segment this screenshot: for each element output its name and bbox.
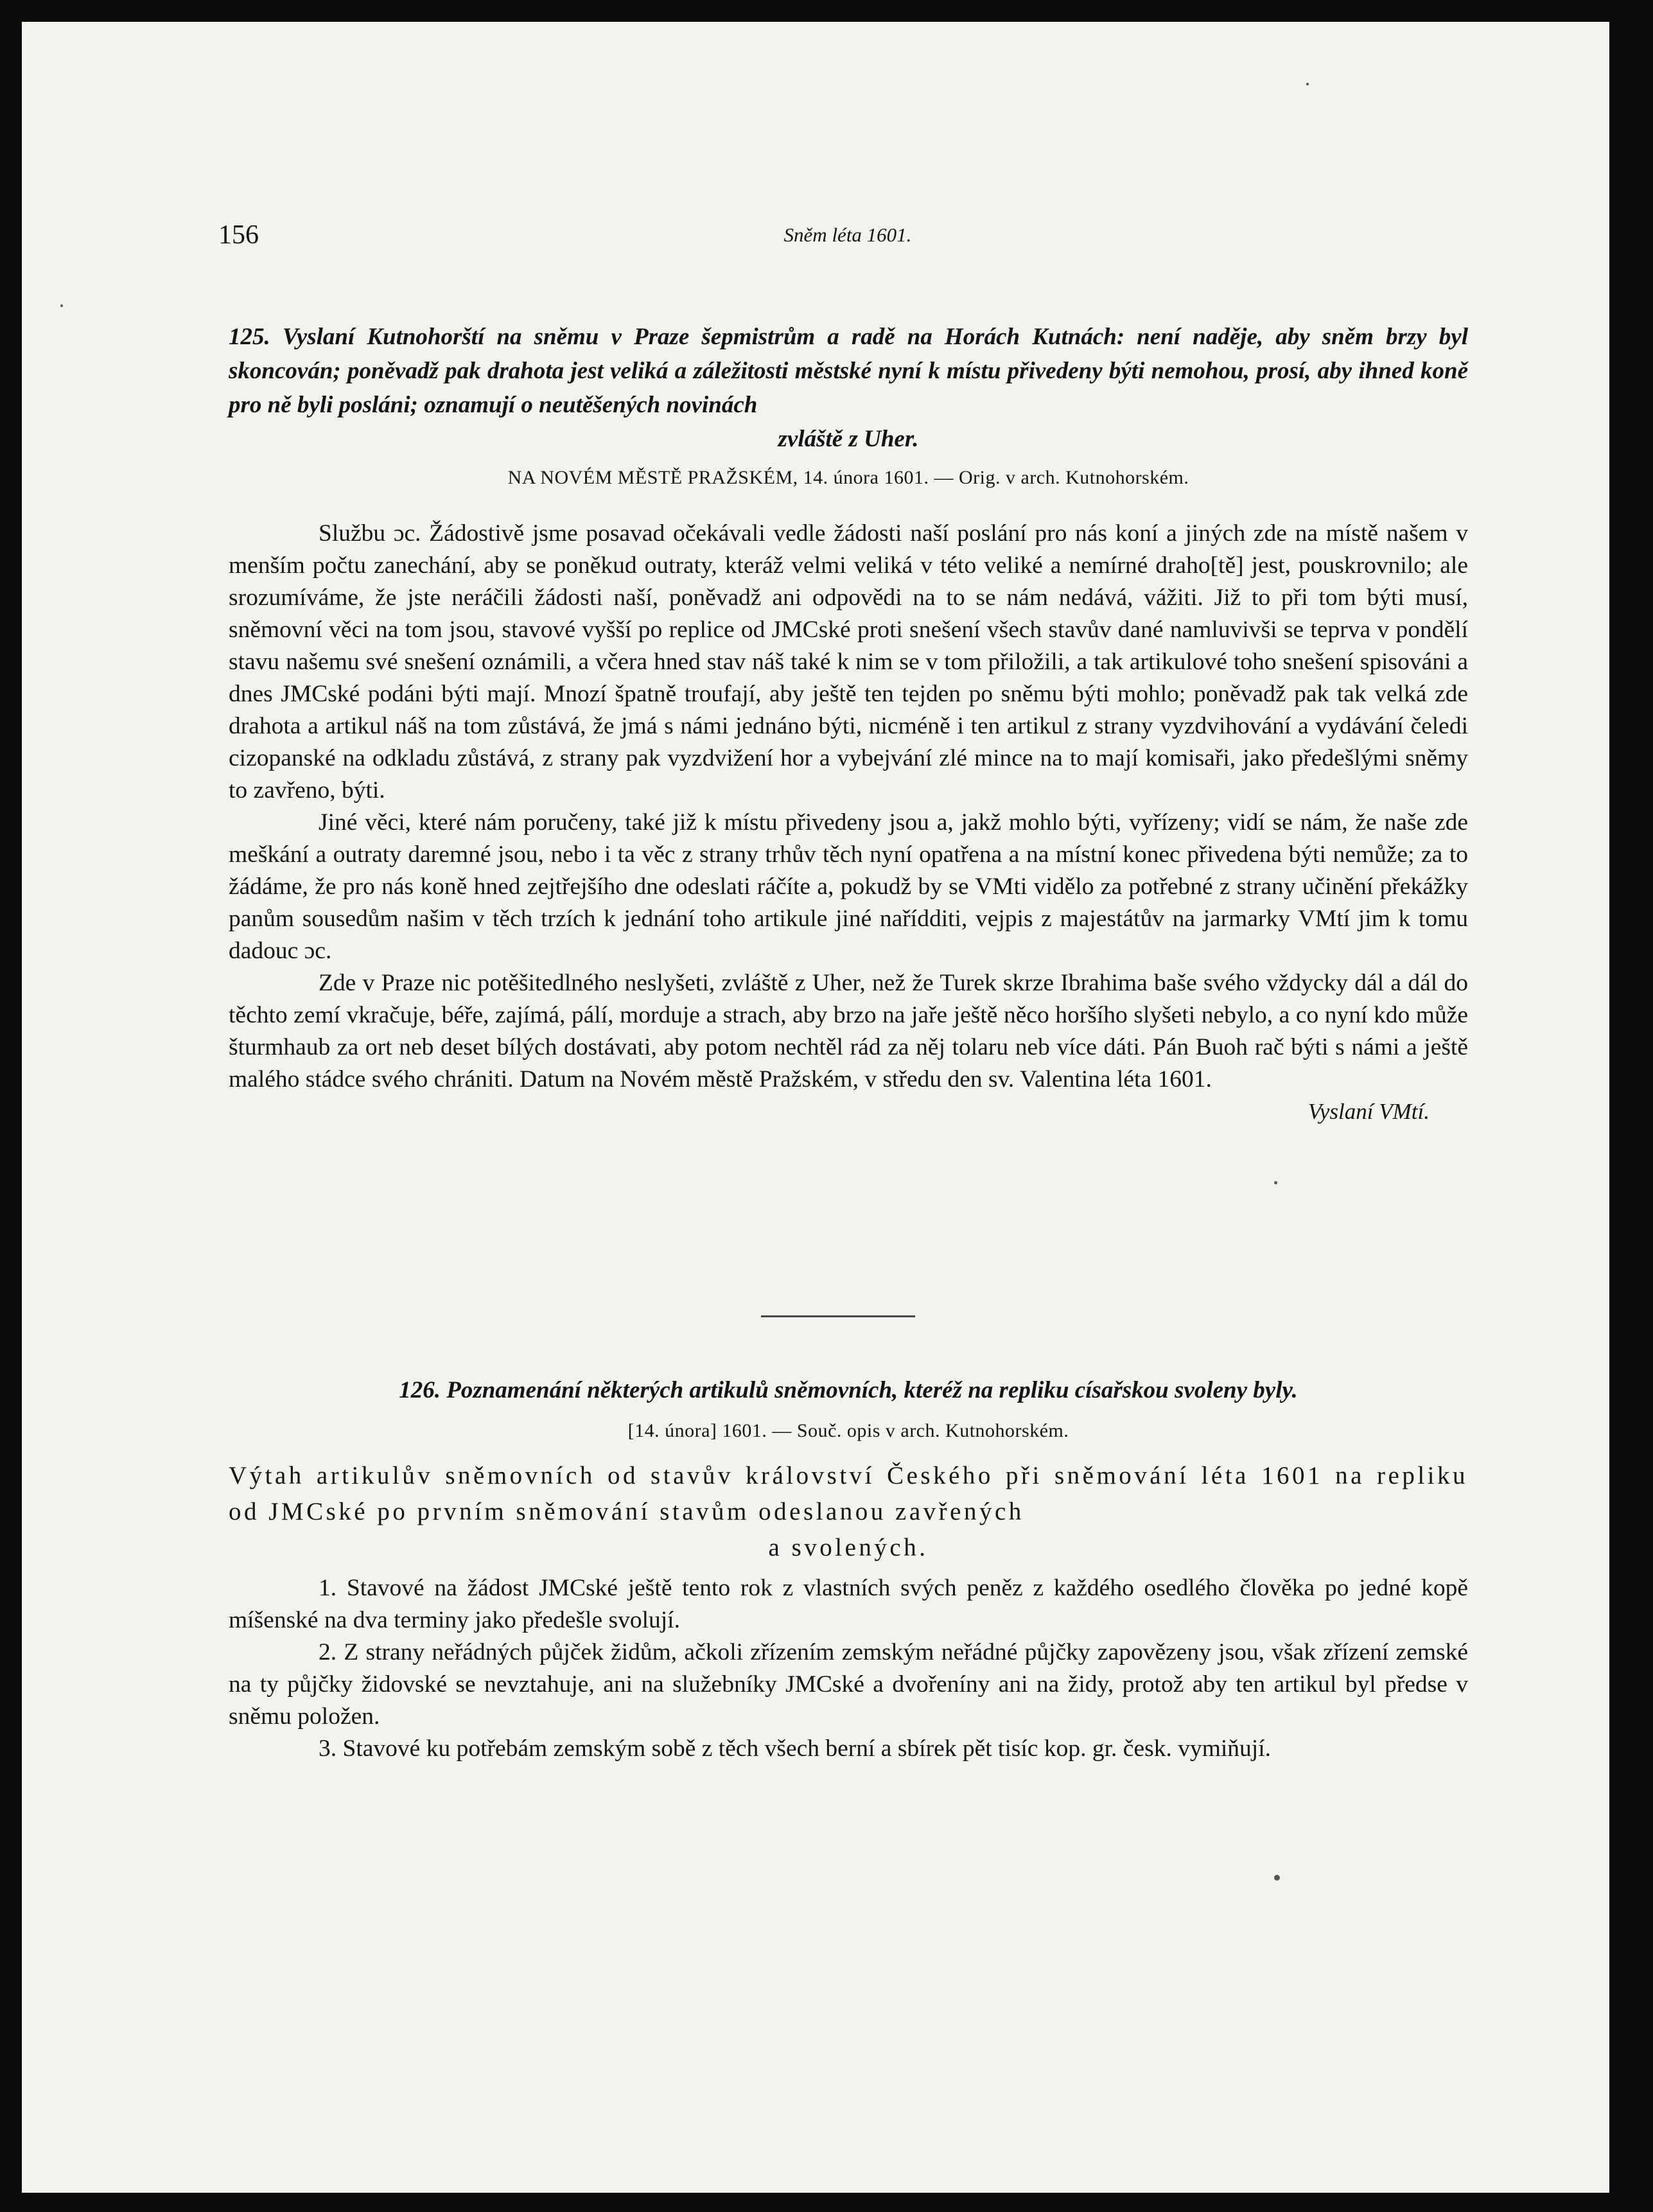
doc-125-heading	[229, 320, 1468, 456]
dust-speck	[60, 304, 63, 307]
article-item: 3. Stavové ku potřebám zemským sobě z těch všech berní a sbírek pět tisíc kop. gr. česk. vymiňují.	[319, 1735, 1271, 1762]
doc-125-body	[229, 518, 1468, 1128]
doc-126-heading	[229, 1373, 1468, 1407]
doc-125-heading-last: zvláště z Uher.	[778, 426, 919, 452]
dust-speck	[1306, 83, 1309, 85]
dust-speck	[1274, 1875, 1280, 1881]
article-item: 2. Z strany neřádných půjček židům, ačkoli zřízením zemským neřádné půjčky zapovězeny jsou, však zřízení zemské na ty půjčky židovské se nevztahuje, ani na služebníky JMCské a dvořeníny ani na židy, protož aby ten artikul byl předse v sněmu položen.	[229, 1639, 1468, 1730]
running-title: Sněm léta 1601.	[783, 224, 912, 246]
paragraph: Jiné věci, které nám poručeny, také již k místu přivedeny jsou a, jakž mohlo býti, vyřízeny; vidí se nám, že naše zde meškání a outraty daremné jsou, nebo i ta věc z strany trhův těch nyní opatřena a na místní konec přivedena býti nemůže; za to žádáme, že pro nás koně hned zejtřejšího dne odeslati ráčíte a, pokudž by se VMti vidělo za potřebné z strany učinění překážky panům sousedům našim v těch trzích k jednání toho artikule jiné nařídditi, vejpis z majestátův na jarmarky VMtí jim k tomu dadouc ɔc.	[229, 809, 1468, 964]
dateline: [14. února] 1601. — Souč. opis v arch. Kutnohorském.	[627, 1420, 1069, 1441]
doc-125-dateline	[229, 464, 1468, 492]
doc-126-spaced-title	[229, 1458, 1468, 1566]
doc-125-heading-text: 125. Vyslaní Kutnohorští na sněmu v Praze šepmistrům a radě na Horách Kutnách: není naděje, aby sněm brzy byl skoncován; poněvadž pak drahota jest veliká a záležitosti městské nyní k místu přivedeny býti nemohou, prosí, aby ihned koně pro ně byli posláni; oznamují o neutěšených novinách	[229, 324, 1468, 418]
paragraph: Službu ɔc. Žádostivě jsme posavad očekávali vedle žádosti naší poslání pro nás koní a jiných zde na místě našem v menším počtu zanechání, aby se poněkud outraty, kteráž velmi veliká v této veliké a nemírné draho[tě] jest, pouskrovnilo; ale srozumíváme, že jste neráčili žádosti naší, poněvadž ani odpovědi na to se nám nedává, vážiti. Již to při tom býti musí, sněmovní věci na tom jsou, stavové vyšší po replice od JMCské proti snešení všech stavův dané namluvivši se teprva v pondělí stavu našemu své snešení oznámili, a včera hned stav náš také k nim se v tom přiložili, a tak artikulové toho snešení spisováni a dnes JMCské podáni býti mají. Mnozí špatně troufají, aby ještě ten tejden po sněmu býti mohlo; poněvadž pak tak velká zde drahota a artikul náš na tom zůstává, že jmá s námi jednáno býti, nicméně i ten artikul z strany vyzdvihování a vydávání čeledi cizopanské na odkladu zůstává, z strany pak vyzdvižení hor a vybejvání zlé mince na to mají komisaři, jako předešlými sněmy to zavřeno, býti.	[229, 520, 1468, 803]
article-item: 1. Stavové na žádost JMCské ještě tento rok z vlastních svých peněz z každého osedlého člověka po jedné kopě míšenské na dva terminy jako předešle svolují.	[229, 1575, 1468, 1633]
paragraph: Zde v Praze nic potěšitedlného neslyšeti, zvláště z Uher, než že Turek skrze Ibrahima baše svého vždycky dál a dál do těchto zemí vkračuje, béře, zajímá, pálí, morduje a strach, aby brzo na jaře ještě něco horšího slyšeti nebylo, a co nyní kdo může šturmhaub za ort neb deset bílých dostávati, aby potom nechtěl rád za něj tolaru neb více dáti. Pán Buoh rač býti s námi a ještě malého stádce svého chrániti. Datum na Novém městě Pražském, v středu den sv. Valentina léta 1601.	[229, 970, 1468, 1093]
spaced-title-text: Výtah artikulův sněmovních od stavův království Českého při sněmování léta 1601 na repliku od JMCské po prvním sněmování stavům odeslanou zavřených	[229, 1462, 1468, 1525]
doc-126-heading-text: 126. Poznamenání některých artikulů sněmovních, kteréž na repliku císařskou svoleny byly.	[399, 1377, 1298, 1403]
signature: Vyslaní VMtí.	[1308, 1099, 1430, 1124]
doc-126-articles	[229, 1572, 1468, 1765]
dust-speck	[1274, 1181, 1277, 1184]
page-number: 156	[218, 220, 259, 250]
spaced-title-last: a svolených.	[768, 1534, 929, 1561]
page-header	[218, 220, 1477, 258]
section-divider	[761, 1315, 915, 1317]
doc-126-dateline	[229, 1417, 1468, 1445]
dateline: NA NOVÉM MĚSTĚ PRAŽSKÉM, 14. února 1601. — Orig. v arch. Kutnohorském.	[507, 467, 1189, 488]
